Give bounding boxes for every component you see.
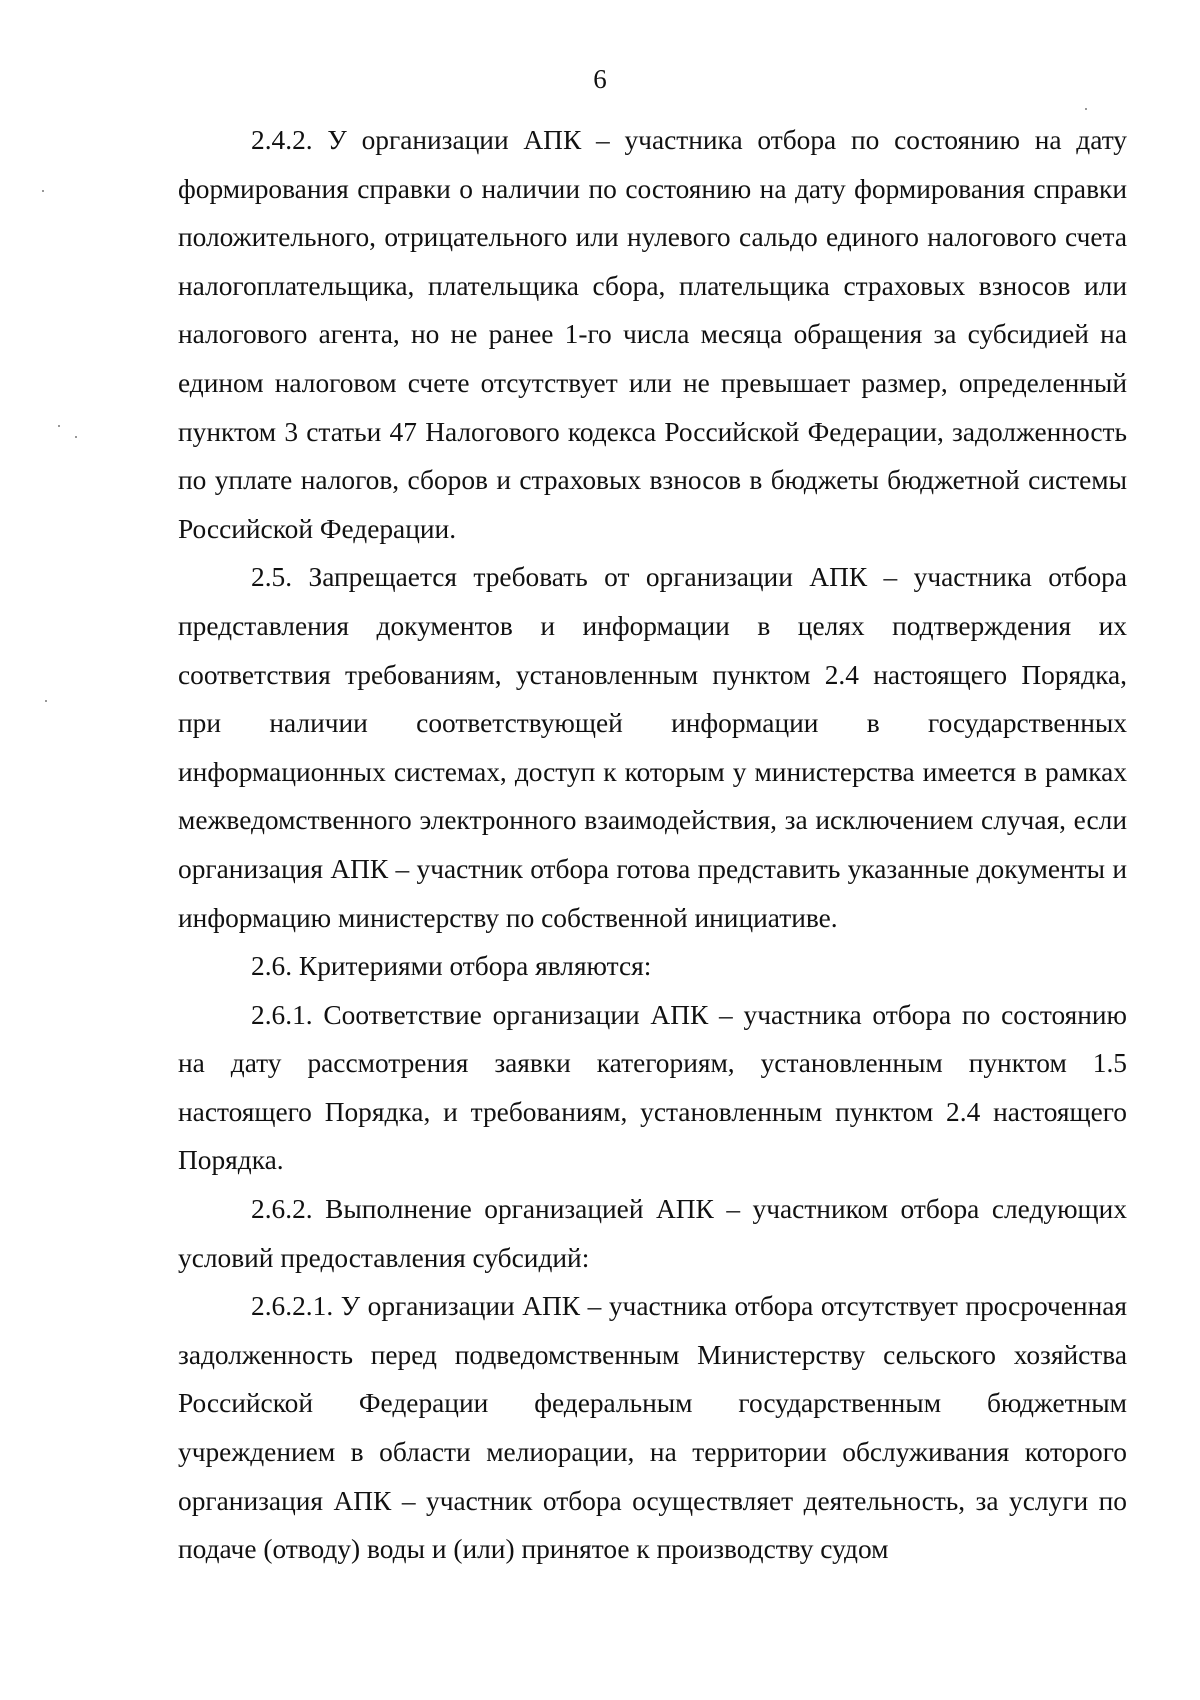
- paragraph-2-5: 2.5. Запрещается требовать от организации АПК – участника отбора представления документов и информации в целях подтверждения их соответствия требованиям, установленным пунктом 2.4 настоящего Порядка, при наличии соответствующей информации в государственных информационных системах, доступ к которым у министерства имеется в рамках межведомственного электронного взаимодействия, за исключением случая, если организация АПК – участник отбора готова представить указанные документы и информацию министерству по собственной инициативе.: [178, 562, 1127, 933]
- scan-speck: [45, 700, 47, 702]
- scan-speck: [75, 436, 77, 438]
- scan-speck: [58, 425, 60, 427]
- scan-speck: [42, 190, 44, 192]
- paragraph-2-4-2: 2.4.2. У организации АПК – участника отбора по состоянию на дату формирования справки о наличии по состоянию на дату формирования справки положительного, отрицательного или нулевого сальдо единого налогового счета налогоплательщика, плательщика сбора, плательщика страховых взносов или налогового агента, но не ранее 1-го числа месяца обращения за субсидией на едином налоговом счете отсутствует или не превышает размер, определенный пунктом 3 статьи 47 Налогового кодекса Российской Федерации, задолженность по уплате налогов, сборов и страховых взносов в бюджеты бюджетной системы Российской Федерации.: [178, 125, 1127, 544]
- paragraph-2-6: 2.6. Критериями отбора являются:: [251, 951, 652, 982]
- paragraph-2-6-1: 2.6.1. Соответствие организации АПК – участника отбора по состоянию на дату рассмотрения заявки категориям, установленным пунктом 1.5 настоящего Порядка, и требованиям, установленным пунктом 2.4 настоящего Порядка.: [178, 999, 1127, 1176]
- page-number: 6: [593, 64, 607, 94]
- scan-speck: [1085, 108, 1087, 110]
- paragraph-2-6-2: 2.6.2. Выполнение организацией АПК – участником отбора следующих условий предоставления субсидий:: [178, 1194, 1127, 1273]
- document-body: [178, 116, 1127, 1574]
- paragraph-2-6-2-1: 2.6.2.1. У организации АПК – участника отбора отсутствует просроченная задолженность перед подведомственным Министерству сельского хозяйства Российской Федерации федеральным государственным бюджетным учреждением в области мелиорации, на территории обслуживания которого организация АПК – участник отбора осуществляет деятельность, за услуги по подаче (отводу) воды и (или) принятое к производству судом: [178, 1291, 1127, 1565]
